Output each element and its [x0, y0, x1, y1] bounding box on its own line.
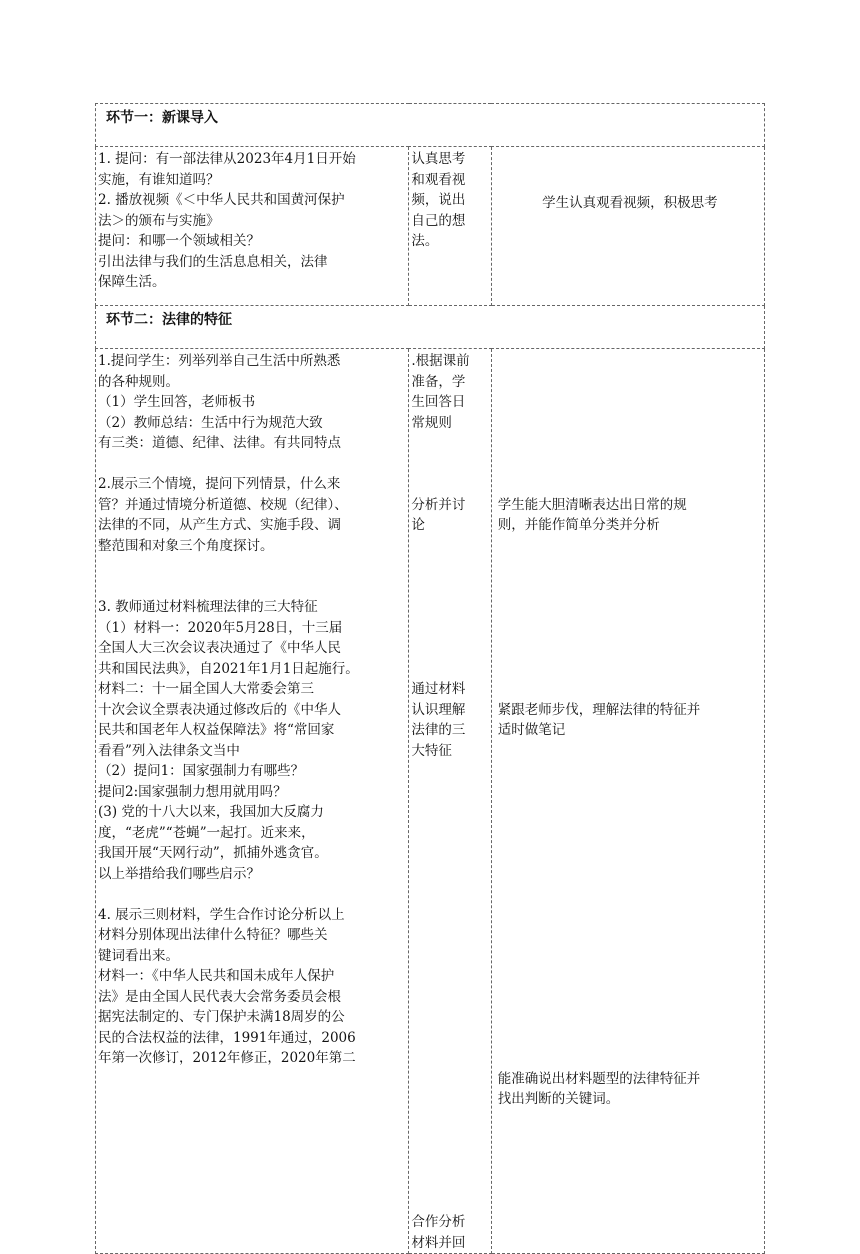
teacher-activity-line: （2）教师总结：生活中行为规范大致 — [98, 414, 323, 431]
teacher-activity-line — [98, 577, 406, 598]
student-activity-line: 自己的想 — [411, 212, 466, 229]
goal-line — [498, 1048, 762, 1069]
goal-line — [498, 823, 762, 844]
student-activity-line — [411, 474, 488, 495]
goal-line — [498, 351, 762, 372]
student-activity-line — [411, 864, 488, 885]
goal-line — [498, 679, 762, 700]
goal-line — [498, 372, 762, 393]
teacher-activity-line: 材料一：《中华人民共和国未成年人保护 — [98, 968, 335, 984]
goal-line: 则，并能作简单分类并分析 — [497, 517, 660, 533]
teacher-activity-line: 实施，有谁知道吗？ — [98, 171, 220, 188]
student-activity-line — [411, 966, 488, 987]
teacher-activity-line: 引出法律与我们的生活息息相关，法律 — [98, 253, 328, 270]
teacher-activity-line: 看看”列入法律条文当中 — [98, 742, 240, 759]
teacher-activity-line: 十次会议全票表决通过修改后的《中华人 — [98, 701, 341, 718]
goal-line — [498, 782, 762, 803]
goal-line — [498, 556, 762, 577]
goal-line: 紧跟老师步伐，理解法律的特征并 — [497, 701, 701, 718]
teacher-activity-line: 1. 提问：有一部法律从2023年4月1日开始 — [98, 151, 356, 167]
student-activity-line — [411, 1130, 488, 1151]
goal-line — [498, 597, 762, 618]
section-2-heading: 环节二：法律的特征 — [96, 306, 765, 349]
section-2-student-activity — [409, 349, 491, 1254]
goal-line — [498, 843, 762, 864]
student-activity-line — [411, 905, 488, 926]
section-1-content-row — [96, 147, 765, 306]
goal-line — [498, 905, 762, 926]
student-activity-line — [411, 987, 488, 1008]
goal-line — [498, 802, 762, 823]
goal-line — [498, 618, 762, 639]
student-activity-line — [411, 1171, 488, 1192]
student-activity-line — [411, 761, 488, 782]
student-activity-line — [411, 454, 488, 475]
teacher-activity-line: 民的合法权益的法律，1991年通过，2006 — [98, 1029, 356, 1046]
student-activity-line: 认真思考 — [411, 151, 466, 167]
section-1-student-activity — [409, 147, 491, 306]
goal-line: 找出判断的关键词。 — [497, 1091, 620, 1107]
student-activity-line — [411, 638, 488, 659]
goal-line — [498, 925, 762, 946]
student-activity-line: 分析并讨 — [411, 496, 466, 513]
student-activity-line — [411, 1028, 488, 1049]
teacher-activity-line: 提问2:国家强制力想用就用吗？ — [98, 783, 287, 800]
section-1-heading: 环节一：新课导入 — [96, 104, 765, 147]
teacher-activity-line: 共和国民法典》，自2021年1月1日起施行。 — [98, 660, 359, 677]
section-2-goal — [491, 349, 764, 1254]
student-activity-line — [411, 433, 488, 454]
teacher-activity-line — [98, 454, 406, 475]
teacher-activity-line: 2. 播放视频《＜中华人民共和国黄河保护 — [98, 192, 345, 208]
teacher-activity-line: 法律的不同，从产生方式、实施手段、调 — [98, 517, 341, 533]
goal-line — [498, 966, 762, 987]
section-1-goal — [491, 147, 764, 306]
teacher-activity-line: 1.提问学生：列举列举自己生活中所熟悉 — [98, 353, 341, 369]
section-2-content-row — [96, 349, 765, 1254]
goal-line — [498, 1007, 762, 1028]
goal-line — [498, 474, 762, 495]
student-activity-line — [411, 1089, 488, 1110]
teacher-activity-line: （1）学生回答，老师板书 — [98, 394, 256, 410]
teacher-activity-line: 年第一次修订，2012年修正，2020年第二 — [98, 1050, 356, 1066]
teacher-activity-line: 度，“老虎”“苍蝇”一起打。近来来， — [98, 824, 315, 841]
student-activity-line — [411, 884, 488, 905]
section-1-header-row — [96, 104, 765, 147]
goal-line — [498, 761, 762, 782]
teacher-activity-line: 4. 展示三则材料，学生合作讨论分析以上 — [98, 906, 345, 923]
student-activity-line: 和观看视 — [411, 171, 466, 188]
goal-line — [498, 1028, 762, 1049]
student-activity-line: 大特征 — [411, 742, 452, 759]
student-activity-line — [411, 1069, 488, 1090]
goal-line — [498, 433, 762, 454]
teacher-activity-line: 的各种规则。 — [98, 373, 179, 390]
student-activity-line — [411, 577, 488, 598]
student-activity-line — [411, 823, 488, 844]
goal-line: 能准确说出材料题型的法律特征并 — [497, 1070, 701, 1087]
teacher-activity-line: 键词看出来。 — [98, 947, 179, 964]
section-1-goal-text: 学生认真观看视频，积极思考 — [542, 195, 718, 211]
teacher-activity-line: 3. 教师通过材料梳理法律的三大特征 — [98, 599, 318, 615]
student-activity-line — [411, 925, 488, 946]
student-activity-line: 材料并回 — [411, 1234, 466, 1251]
teacher-activity-line — [98, 556, 406, 577]
student-activity-line — [411, 802, 488, 823]
goal-line: 适时做笔记 — [497, 722, 566, 738]
goal-line — [498, 638, 762, 659]
student-activity-line: 法律的三 — [411, 722, 466, 738]
student-activity-line — [411, 1151, 488, 1172]
goal-line — [498, 987, 762, 1008]
teacher-activity-line: 管？并通过情境分析道德、校规（纪律）、 — [98, 496, 348, 513]
student-activity-line: 法。 — [411, 233, 439, 249]
teacher-activity-line: 据宪法制定的、专门保护未满18周岁的公 — [98, 1009, 345, 1025]
student-activity-line: .根据课前 — [411, 353, 470, 369]
teacher-activity-line: 以上举措给我们哪些启示？ — [98, 865, 260, 882]
student-activity-line: 频，说出 — [411, 192, 466, 208]
student-activity-line — [411, 556, 488, 577]
teacher-activity-line: 民共和国老年人权益保障法》将“常回家 — [98, 722, 335, 738]
student-activity-line — [411, 1192, 488, 1213]
teacher-activity-line — [98, 884, 406, 905]
student-activity-line: 合作分析 — [411, 1214, 466, 1230]
teacher-activity-line: 保障生活。 — [98, 274, 166, 290]
student-activity-line — [411, 1048, 488, 1069]
teacher-activity-line: 全国人大三次会议表决通过了《中华人民 — [98, 640, 341, 656]
teacher-activity-line: 法＞的颁布与实施》 — [98, 212, 220, 229]
teacher-activity-line: 2.展示三个情境，提问下列情景，什么来 — [98, 476, 341, 492]
goal-line — [498, 864, 762, 885]
student-activity-line: 论 — [411, 517, 425, 533]
student-activity-line: 认识理解 — [411, 701, 466, 718]
goal-line — [498, 392, 762, 413]
student-activity-line: 准备，学 — [411, 373, 466, 390]
teacher-activity-line: 我国开展“天网行动”，抓捕外逃贪官。 — [98, 845, 328, 861]
goal-line — [498, 413, 762, 434]
teacher-activity-line: 材料二：十一届全国人大常委会第三 — [98, 681, 314, 697]
student-activity-line — [411, 1007, 488, 1028]
section-1-teacher-activity — [96, 147, 409, 306]
goal-line — [498, 536, 762, 557]
section-2-header-row — [96, 306, 765, 349]
student-activity-line: 常规则 — [411, 414, 452, 431]
student-activity-line — [411, 597, 488, 618]
student-activity-line: 生回答日 — [411, 394, 466, 410]
student-activity-line — [411, 946, 488, 967]
student-activity-line — [411, 618, 488, 639]
student-activity-line — [411, 1110, 488, 1131]
student-activity-line — [411, 659, 488, 680]
teacher-activity-line: 材料分别体现出法律什么特征？哪些关 — [98, 927, 328, 943]
student-activity-line — [411, 782, 488, 803]
goal-line — [498, 659, 762, 680]
goal-line — [498, 946, 762, 967]
teacher-activity-line: （2）提问1：国家强制力有哪些？ — [98, 763, 305, 779]
lesson-plan-table — [95, 103, 765, 1254]
goal-line — [498, 577, 762, 598]
teacher-activity-line: 有三类：道德、纪律、法律。有共同特点 — [98, 435, 341, 451]
section-2-teacher-activity — [96, 349, 409, 1254]
teacher-activity-line: 法》是由全国人民代表大会常务委员会根 — [98, 988, 341, 1005]
goal-line — [498, 454, 762, 475]
goal-line: 学生能大胆清晰表达出日常的规 — [497, 496, 687, 513]
student-activity-line — [411, 843, 488, 864]
teacher-activity-line: (3) 党的十八大以来，我国加大反腐力 — [98, 804, 324, 820]
teacher-activity-line: （1）材料一：2020年5月28日，十三届 — [98, 619, 343, 636]
student-activity-line — [411, 536, 488, 557]
teacher-activity-line: 提问：和哪一个领域相关？ — [98, 233, 260, 249]
student-activity-line: 通过材料 — [411, 681, 466, 697]
goal-line — [498, 884, 762, 905]
goal-line — [498, 741, 762, 762]
teacher-activity-line: 整范围和对象三个角度探讨。 — [98, 537, 274, 554]
